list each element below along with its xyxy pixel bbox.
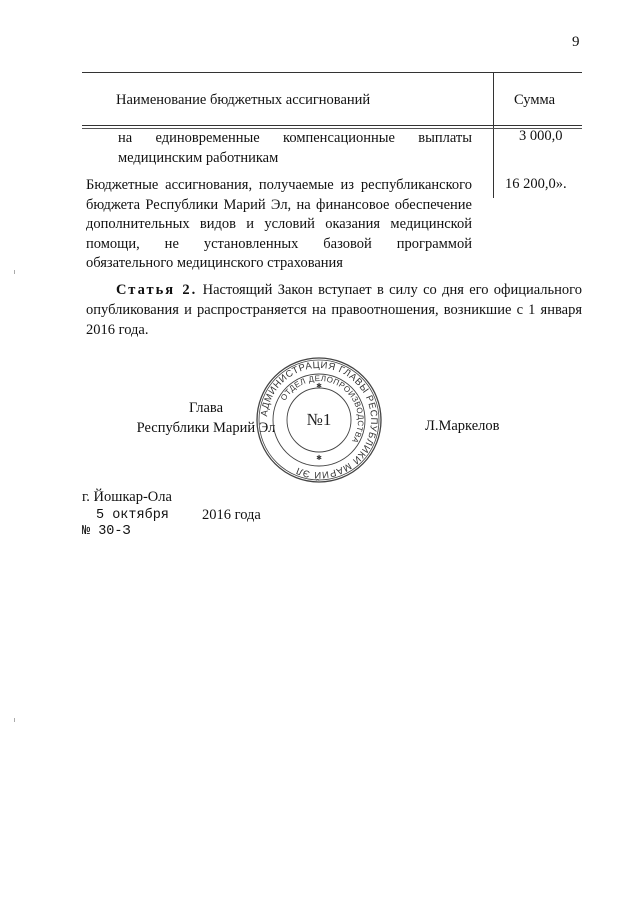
table-row-sum: 3 000,0 — [519, 128, 563, 144]
table-row-name: Бюджетные ассигнования, получаемые из республиканского бюджета Республики Марий Эл, на финансовое обеспечение дополнительных видов и условий оказания медицинской помощи, не установленных базовой программой обязательного медицинского страхования — [86, 177, 472, 271]
signature-name: Л.Маркелов — [425, 418, 500, 434]
table-header-sum: Сумма — [514, 92, 556, 108]
official-stamp — [254, 355, 384, 485]
margin-mark — [14, 718, 15, 722]
table-row-sum: 16 200,0». — [505, 176, 567, 192]
page-number: 9 — [572, 34, 580, 50]
table-top-border — [82, 72, 582, 73]
law-number: № 30-З — [82, 524, 131, 539]
date-year: 2016 года — [202, 507, 261, 523]
table-row-name: на единовременные компенсационные выплаты медицинским работникам — [118, 130, 472, 166]
date-handwritten: 5 октября — [96, 508, 169, 523]
place: г. Йошкар-Ола — [82, 489, 172, 505]
article-text: Настоящий Закон вступает в силу со дня его официального опубликования и распространяется на правоотношения, возникшие с 1 января 2016 года. — [86, 282, 582, 338]
stamp-outer-text: АДМИНИСТРАЦИЯ ГЛАВЫ РЕСПУБЛИКИ МАРИЙ ЭЛ — [259, 359, 380, 481]
article-label: Статья 2. — [116, 282, 198, 298]
svg-text:✱: ✱ — [316, 454, 322, 462]
stamp-number: №1 — [306, 410, 332, 429]
table-header-name: Наименование бюджетных ассигнований — [116, 92, 371, 108]
margin-mark — [14, 270, 15, 274]
table-column-divider — [493, 72, 494, 198]
table-header-border — [82, 125, 582, 126]
signature-title-line1: Глава — [188, 400, 224, 416]
article-2 — [86, 280, 582, 340]
signature-title-line2: Республики Марий Эл — [136, 420, 276, 436]
stamp-inner-text: ОТДЕЛ ДЕЛОПРОИЗВОДСТВА — [278, 373, 366, 445]
budget-table — [82, 72, 582, 128]
svg-text:✱: ✱ — [316, 382, 322, 390]
